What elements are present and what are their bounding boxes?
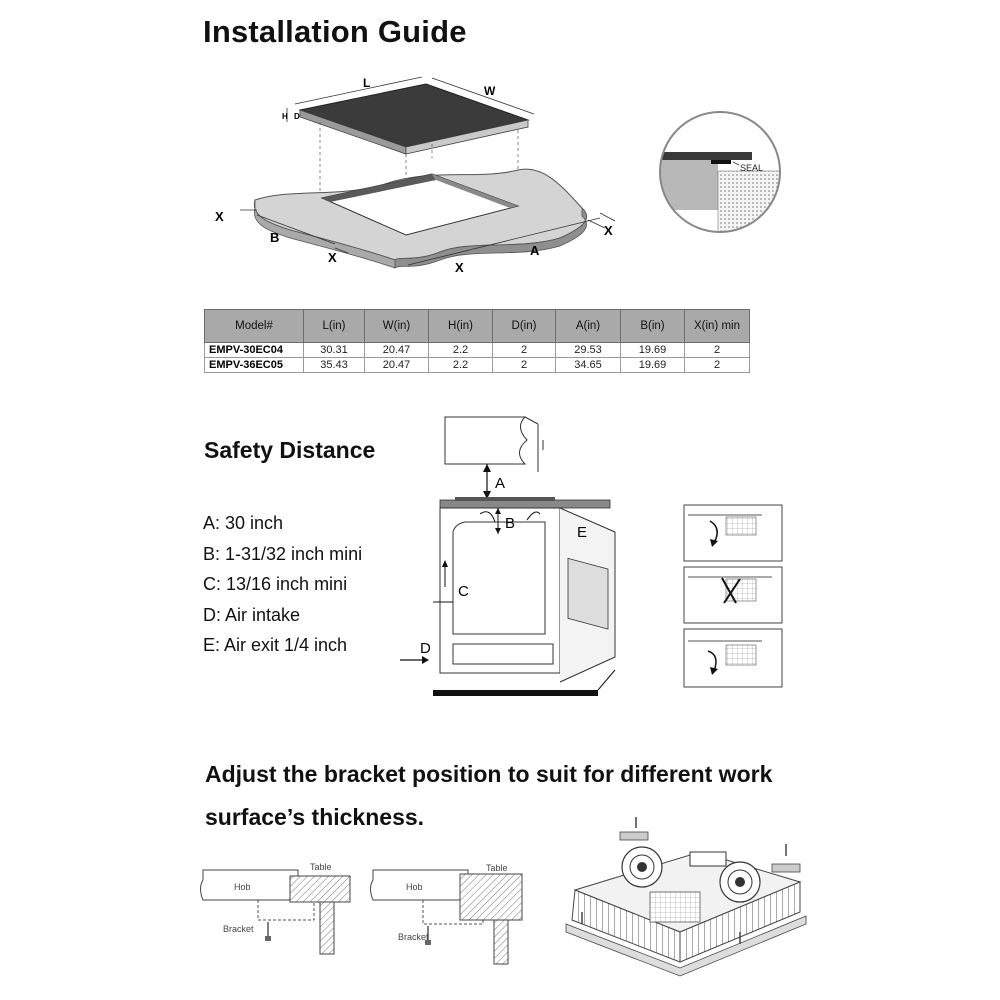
panel-correct-top — [684, 505, 782, 561]
label-X-bottom-left: X — [328, 250, 337, 265]
label-B: B — [505, 515, 516, 532]
list-item: B: 1-31/32 inch mini — [203, 543, 363, 564]
label-B: B — [270, 230, 280, 245]
column-header: D(in) — [493, 310, 556, 343]
safety-distance-diagram — [395, 412, 625, 702]
safety-distance-list — [203, 508, 362, 661]
table-cell: 2 — [493, 358, 556, 373]
column-header: Model# — [205, 310, 304, 343]
safety-distance-title: Safety Distance — [204, 437, 376, 463]
label-E: E — [577, 524, 588, 541]
table-cell: 35.43 — [304, 358, 365, 373]
cutout-diagram — [200, 70, 630, 280]
table-cell: 34.65 — [556, 358, 621, 373]
ventilation-panels — [682, 503, 786, 691]
spec-table-header-row — [205, 310, 750, 343]
label-table: Table — [486, 863, 508, 873]
table-row — [205, 343, 750, 358]
label-A: A — [530, 243, 540, 258]
table-cell: 20.47 — [365, 358, 429, 373]
table-cell: 30.31 — [304, 343, 365, 358]
label-X-right: X — [604, 223, 613, 238]
label-hob: Hob — [406, 882, 423, 892]
table-row — [205, 358, 750, 373]
column-header: X(in) min — [685, 310, 750, 343]
bracket-diagram-thin — [198, 858, 358, 968]
list-item: E: Air exit 1/4 inch — [203, 635, 348, 655]
table-cell: 2 — [493, 343, 556, 358]
table-cell: EMPV-30EC04 — [205, 343, 304, 358]
list-item: D: Air intake — [203, 604, 301, 625]
label-W: W — [484, 84, 496, 98]
label-D: D — [294, 112, 300, 121]
seal-detail — [655, 105, 785, 240]
column-header: L(in) — [304, 310, 365, 343]
table-cell: 20.47 — [365, 343, 429, 358]
label-L: L — [363, 76, 371, 90]
column-header: A(in) — [556, 310, 621, 343]
table-cell: 19.69 — [621, 358, 685, 373]
panel-incorrect-middle — [684, 567, 782, 623]
label-bracket: Bracket — [398, 932, 429, 942]
list-item: C: 13/16 inch mini — [203, 574, 348, 594]
table-cell: 2.2 — [429, 358, 493, 373]
column-header: W(in) — [365, 310, 429, 343]
table-cell: EMPV-36EC05 — [205, 358, 304, 373]
cooktop-underside-illustration — [560, 812, 810, 980]
bracket-diagram-thick — [368, 858, 533, 973]
label-table: Table — [310, 862, 332, 872]
table-cell: 2 — [685, 358, 750, 373]
bracket-heading-line2: surface’s thickness. — [205, 804, 425, 830]
table-cell: 19.69 — [621, 343, 685, 358]
list-item: A: 30 inch — [203, 513, 284, 533]
table-cell: 2.2 — [429, 343, 493, 358]
table-cell: 2 — [685, 343, 750, 358]
label-X-left: X — [215, 209, 224, 224]
seal-label: SEAL — [740, 163, 764, 173]
bracket-heading-line1: Adjust the bracket position to suit for different work — [205, 761, 773, 787]
label-H: H — [282, 112, 288, 121]
panel-correct-bottom — [684, 629, 782, 687]
column-header: B(in) — [621, 310, 685, 343]
page-title: Installation Guide — [203, 14, 467, 49]
label-bracket: Bracket — [223, 924, 254, 934]
label-A: A — [495, 475, 506, 492]
spec-table — [204, 309, 750, 373]
label-D: D — [420, 640, 431, 657]
column-header: H(in) — [429, 310, 493, 343]
table-cell: 29.53 — [556, 343, 621, 358]
label-X-bottom: X — [455, 260, 464, 275]
label-hob: Hob — [234, 882, 251, 892]
label-C: C — [458, 583, 469, 600]
